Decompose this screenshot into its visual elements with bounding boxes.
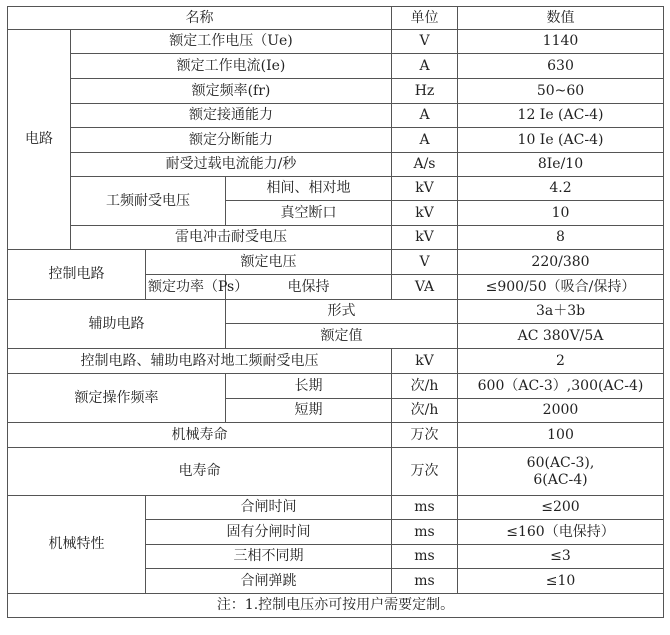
row-name: 真空断口 [226, 201, 392, 226]
row-value: 2 [458, 349, 664, 374]
table-row [8, 79, 664, 104]
row-name: 额定电压 [146, 250, 392, 275]
row-unit: V [392, 30, 458, 54]
header-value: 数值 [458, 7, 664, 30]
row-value: 100 [458, 423, 664, 448]
row-name: 雷电冲击耐受电压 [71, 226, 392, 250]
row-unit: kV [392, 201, 458, 226]
row-name: 固有分闸时间 [146, 520, 392, 545]
row-value: 60(AC-3), 6(AC-4) [458, 448, 664, 496]
row-unit: Hz [392, 79, 458, 104]
group-auxiliary: 辅助电路 [8, 300, 226, 349]
table-row [8, 30, 664, 54]
row-value: 4.2 [458, 177, 664, 201]
header-unit: 单位 [392, 7, 458, 30]
footer-row [8, 594, 664, 618]
row-unit: 次/h [392, 374, 458, 399]
header-name: 名称 [8, 7, 392, 30]
row-name: 额定工作电压（Ue) [71, 30, 392, 54]
row-value: ≤10 [458, 569, 664, 594]
group-op-freq: 额定操作频率 [8, 374, 226, 423]
row-value: 12 Ie (AC-4) [458, 104, 664, 128]
row-name: 相间、相对地 [226, 177, 392, 201]
row-value: ≤160（电保持） [458, 520, 664, 545]
row-name: 控制电路、辅助电路对地工频耐受电压 [8, 349, 392, 374]
header-row [8, 7, 664, 30]
row-value: ≤900/50（吸合/保持） [458, 275, 664, 300]
footer-note: 注：1.控制电压亦可按用户需要定制。 [8, 594, 664, 618]
row-name: 额定值 [226, 324, 458, 349]
table-row [8, 54, 664, 79]
row-name: 机械寿命 [8, 423, 392, 448]
row-name: 短期 [226, 399, 392, 423]
group-mech-char: 机械特性 [8, 496, 146, 594]
row-unit: kV [392, 177, 458, 201]
table-row [8, 153, 664, 177]
row-unit: ms [392, 496, 458, 520]
spec-table [7, 6, 664, 618]
row-unit: A/s [392, 153, 458, 177]
table-row [8, 448, 664, 496]
row-value: AC 380V/5A [458, 324, 664, 349]
row-name: 电保持 [226, 275, 392, 300]
row-unit: 万次 [392, 448, 458, 496]
row-value: ≤200 [458, 496, 664, 520]
row-value: 630 [458, 54, 664, 79]
table-row [8, 374, 664, 399]
row-name: 合闸弹跳 [146, 569, 392, 594]
row-unit: A [392, 128, 458, 153]
row-value: ≤3 [458, 545, 664, 569]
row-unit: ms [392, 520, 458, 545]
row-unit: VA [392, 275, 458, 300]
row-value: 8Ie/10 [458, 153, 664, 177]
row-name: 额定分断能力 [71, 128, 392, 153]
table-row [8, 423, 664, 448]
row-name: 长期 [226, 374, 392, 399]
table-row [8, 226, 664, 250]
table-row [8, 250, 664, 275]
row-value: 10 Ie (AC-4) [458, 128, 664, 153]
row-value: 3a＋3b [458, 300, 664, 324]
row-value: 2000 [458, 399, 664, 423]
group-power-freq: 工频耐受电压 [71, 177, 226, 226]
group-control: 控制电路 [8, 250, 146, 300]
row-name: 合闸时间 [146, 496, 392, 520]
table-row [8, 349, 664, 374]
row-value: 1140 [458, 30, 664, 54]
row-value: 50~60 [458, 79, 664, 104]
group-rated-power: 额定功率（Ps） [146, 275, 226, 300]
row-name: 电寿命 [8, 448, 392, 496]
row-value: 8 [458, 226, 664, 250]
row-value: 10 [458, 201, 664, 226]
row-name: 额定接通能力 [71, 104, 392, 128]
row-unit: 万次 [392, 423, 458, 448]
row-unit: A [392, 104, 458, 128]
row-name: 耐受过载电流能力/秒 [71, 153, 392, 177]
row-unit: kV [392, 226, 458, 250]
table-row [8, 300, 664, 324]
row-name: 额定频率(fr) [71, 79, 392, 104]
row-unit: ms [392, 569, 458, 594]
row-unit: A [392, 54, 458, 79]
row-name: 形式 [226, 300, 458, 324]
group-circuit: 电路 [8, 30, 71, 250]
table-row [8, 177, 664, 201]
row-name: 三相不同期 [146, 545, 392, 569]
row-value: 220/380 [458, 250, 664, 275]
row-unit: kV [392, 349, 458, 374]
row-unit: ms [392, 545, 458, 569]
row-unit: 次/h [392, 399, 458, 423]
row-value: 600（AC-3）,300(AC-4) [458, 374, 664, 399]
row-name: 额定工作电流(Ie) [71, 54, 392, 79]
table-row [8, 128, 664, 153]
row-unit: V [392, 250, 458, 275]
table-row [8, 496, 664, 520]
table-row [8, 104, 664, 128]
